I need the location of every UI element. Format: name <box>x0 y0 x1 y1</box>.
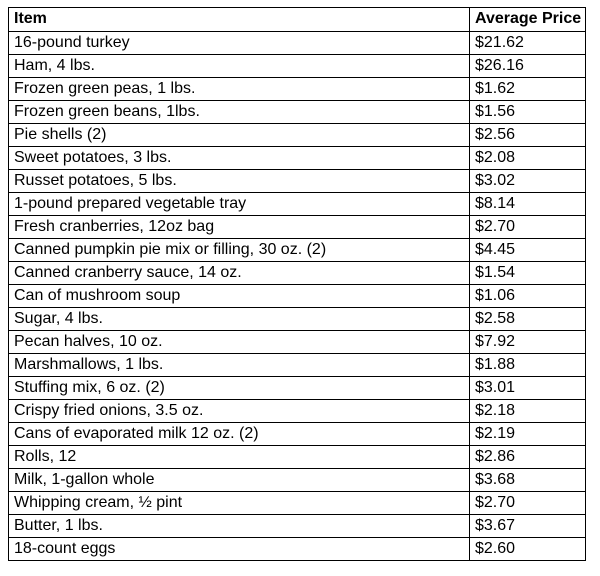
price-cell: $1.56 <box>470 101 586 124</box>
item-cell: Pecan halves, 10 oz. <box>9 331 470 354</box>
table-row <box>9 423 586 446</box>
table-row <box>9 124 586 147</box>
item-cell: Marshmallows, 1 lbs. <box>9 354 470 377</box>
table-row <box>9 262 586 285</box>
table-row <box>9 216 586 239</box>
price-column-header: Average Price <box>470 8 586 32</box>
item-cell: Butter, 1 lbs. <box>9 515 470 538</box>
table-row <box>9 101 586 124</box>
price-cell: $1.06 <box>470 285 586 308</box>
item-cell: Canned pumpkin pie mix or filling, 30 oz. (2) <box>9 239 470 262</box>
price-cell: $1.88 <box>470 354 586 377</box>
table-row <box>9 78 586 101</box>
price-cell: $8.14 <box>470 193 586 216</box>
table-row <box>9 147 586 170</box>
price-cell: $21.62 <box>470 32 586 55</box>
item-cell: Fresh cranberries, 12oz bag <box>9 216 470 239</box>
table-row <box>9 32 586 55</box>
price-cell: $1.54 <box>470 262 586 285</box>
header-row <box>9 8 586 32</box>
table-row <box>9 285 586 308</box>
item-cell: Frozen green peas, 1 lbs. <box>9 78 470 101</box>
item-cell: Sweet potatoes, 3 lbs. <box>9 147 470 170</box>
table-row <box>9 331 586 354</box>
price-cell: $2.08 <box>470 147 586 170</box>
item-cell: Cans of evaporated milk 12 oz. (2) <box>9 423 470 446</box>
table-row <box>9 515 586 538</box>
price-cell: $3.02 <box>470 170 586 193</box>
item-column-header: Item <box>9 8 470 32</box>
price-cell: $2.70 <box>470 216 586 239</box>
item-cell: Rolls, 12 <box>9 446 470 469</box>
table-header <box>9 8 586 32</box>
price-cell: $2.86 <box>470 446 586 469</box>
price-table <box>8 7 586 561</box>
item-cell: Canned cranberry sauce, 14 oz. <box>9 262 470 285</box>
item-cell: 1-pound prepared vegetable tray <box>9 193 470 216</box>
table-row <box>9 377 586 400</box>
table-row <box>9 492 586 515</box>
price-cell: $7.92 <box>470 331 586 354</box>
item-cell: Sugar, 4 lbs. <box>9 308 470 331</box>
table-body <box>9 32 586 561</box>
price-cell: $2.19 <box>470 423 586 446</box>
item-cell: Russet potatoes, 5 lbs. <box>9 170 470 193</box>
item-cell: Pie shells (2) <box>9 124 470 147</box>
price-cell: $2.18 <box>470 400 586 423</box>
price-cell: $2.58 <box>470 308 586 331</box>
item-cell: Stuffing mix, 6 oz. (2) <box>9 377 470 400</box>
price-cell: $4.45 <box>470 239 586 262</box>
price-cell: $1.62 <box>470 78 586 101</box>
price-cell: $2.56 <box>470 124 586 147</box>
price-cell: $2.70 <box>470 492 586 515</box>
price-cell: $3.67 <box>470 515 586 538</box>
item-cell: Frozen green beans, 1lbs. <box>9 101 470 124</box>
item-cell: Crispy fried onions, 3.5 oz. <box>9 400 470 423</box>
table-row <box>9 55 586 78</box>
item-cell: Ham, 4 lbs. <box>9 55 470 78</box>
table-row <box>9 239 586 262</box>
table-row <box>9 446 586 469</box>
price-cell: $2.60 <box>470 538 586 561</box>
table-row <box>9 354 586 377</box>
price-cell: $3.01 <box>470 377 586 400</box>
price-cell: $26.16 <box>470 55 586 78</box>
table-row <box>9 193 586 216</box>
item-cell: Whipping cream, ½ pint <box>9 492 470 515</box>
item-cell: Milk, 1-gallon whole <box>9 469 470 492</box>
item-cell: 16-pound turkey <box>9 32 470 55</box>
item-cell: Can of mushroom soup <box>9 285 470 308</box>
table-row <box>9 400 586 423</box>
table-row <box>9 538 586 561</box>
table-row <box>9 308 586 331</box>
table-row <box>9 170 586 193</box>
table-row <box>9 469 586 492</box>
item-cell: 18-count eggs <box>9 538 470 561</box>
price-cell: $3.68 <box>470 469 586 492</box>
